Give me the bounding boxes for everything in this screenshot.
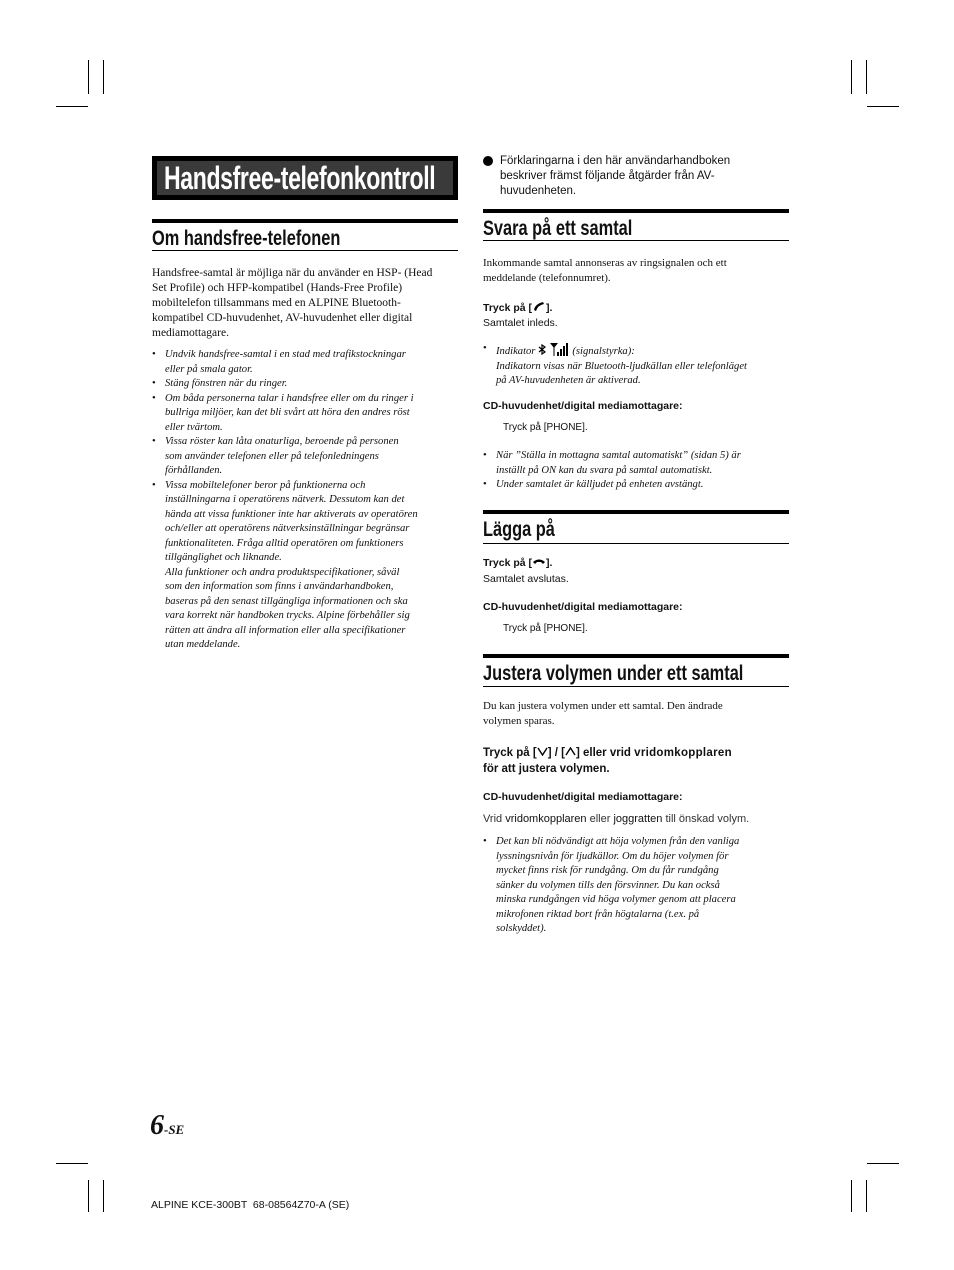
crop-mark xyxy=(867,1163,899,1164)
page-title: Handsfree-telefonkontroll xyxy=(164,160,436,196)
section-heading-answer xyxy=(483,209,789,241)
hangup-result: Samtalet avslutas. xyxy=(483,573,569,585)
crop-mark xyxy=(851,1180,852,1212)
list-item: • Stäng fönstren när du ringer. xyxy=(152,377,464,392)
phone-on-hook-icon xyxy=(532,557,546,567)
section-title: Lägga på xyxy=(483,518,555,541)
page-number: 6-SE xyxy=(150,1110,185,1141)
crop-mark xyxy=(56,1163,88,1164)
chevron-up-icon xyxy=(565,747,576,756)
chevron-down-icon xyxy=(537,747,548,756)
list-item: • Vissa röster kan låta onaturliga, beroende på personen som använder telefonen eller på telefonledningens förhållanden. xyxy=(152,435,464,479)
text-line: mobiltelefon tillsammans med en ALPINE Bluetooth- xyxy=(152,297,401,309)
crop-mark xyxy=(88,60,89,94)
section-heading-hangup xyxy=(483,510,789,544)
volume-instruction: Tryck på [ ] / [ ] eller vrid vridomkopplaren för att justera volymen. xyxy=(483,747,732,775)
section-heading-about xyxy=(152,219,458,251)
intro-paragraph xyxy=(152,266,462,341)
av-note xyxy=(483,154,793,199)
crop-mark xyxy=(56,106,88,107)
crop-mark xyxy=(88,1180,89,1212)
list-item: • Undvik handsfree-samtal i en stad med trafikstockningar eller på smala gator. xyxy=(152,348,464,377)
section-title: Svara på ett samtal xyxy=(483,217,633,240)
answer-instruction: Tryck på [ ]. xyxy=(483,302,553,314)
text-line: Förklaringarna i den här användarhandboken xyxy=(500,155,731,167)
phone-key: [PHONE] xyxy=(543,623,585,634)
cd-instruction: Tryck på [PHONE]. xyxy=(503,422,588,433)
cd-label: CD-huvudenhet/digital mediamottagare: xyxy=(483,601,683,613)
list-item: • Under samtalet är källjudet på enheten avstängt. xyxy=(483,478,795,493)
crop-mark xyxy=(103,1180,104,1212)
text-line: huvudenheten. xyxy=(500,185,577,197)
phone-off-hook-icon xyxy=(532,301,546,312)
document-id: ALPINE KCE-300BT 68-08564Z70-A (SE) xyxy=(151,1199,350,1211)
cd-label: CD-huvudenhet/digital mediamottagare: xyxy=(483,791,683,803)
crop-mark xyxy=(866,1180,867,1212)
volume-intro: Du kan justera volymen under ett samtal. Den ändrade volymen sparas. xyxy=(483,700,723,727)
list-item: • Om båda personerna talar i handsfree eller om du ringer i bullriga miljöer, kan det bli svårt att höra den andres röst eller tvärtom. xyxy=(152,392,464,436)
crop-mark xyxy=(866,60,867,94)
text-line: Set Profile) och HFP-kompatibel (Hands-Free Profile) xyxy=(152,282,403,294)
answer-notes xyxy=(483,449,795,493)
text-line: kompatibel CD-huvudenhet, AV-huvudenhet eller digital xyxy=(152,312,413,324)
crop-mark xyxy=(867,106,899,107)
text-line: beskriver främst följande åtgärder från AV- xyxy=(500,170,715,182)
hangup-instruction: Tryck på [ ]. xyxy=(483,557,553,569)
text-line: mediamottagare. xyxy=(152,327,229,339)
section-title: Om handsfree-telefonen xyxy=(152,227,341,250)
answer-intro: Inkommande samtal annonseras av ringsignalen och ett meddelande (telefonnumret). xyxy=(483,257,727,284)
signal-strength-icon xyxy=(550,342,570,356)
volume-note: • Det kan bli nödvändigt att höja volymen från den vanliga lyssningsnivån för ljudkällor. Om du höjer volymen för mycket finns risk för rundgång. Om du får rundgång sänker du volymen tills den försvinner. Du kan också minska rundgången vid höga volymer genom att placera mikrofonen riktad bort från högtalarna (t.ex. på solskyddet). xyxy=(483,836,740,934)
text-line: Handsfree-samtal är möjliga när du använder en HSP- (Head xyxy=(152,267,433,279)
phone-key: [PHONE] xyxy=(543,422,585,433)
indicator-note: • Indikator (signalstyrka): Indikatorn visas när Bluetooth-ljudkällan eller telefonläget på AV-huvudenheten är aktiverad. xyxy=(483,343,747,386)
crop-mark xyxy=(851,60,852,94)
list-item: • När ”Ställa in mottagna samtal automatiskt” (sidan 5) är inställt på ON kan du svara på samtal automatiskt. xyxy=(483,449,795,478)
bluetooth-icon xyxy=(538,344,547,355)
caution-list xyxy=(152,348,464,653)
cd-label: CD-huvudenhet/digital mediamottagare: xyxy=(483,400,683,412)
crop-mark xyxy=(103,60,104,94)
answer-result: Samtalet inleds. xyxy=(483,317,558,329)
section-heading-volume xyxy=(483,654,789,687)
bullet-dot-icon xyxy=(483,156,493,166)
list-item: • Vissa mobiltelefoner beror på funktionerna och inställningarna i operatörens nätverk. Dessutom kan det hända att vissa funktioner inte har aktiverats av operatören och/eller att operatörens nätverksinställningar begränsar funktionaliteten. Fråga alltid operatören om funktioners tillgänglighet och liknande. Alla funktioner och andra produktspecifikationer, såväl som den information som finns i användarhandboken, baseras på den senast tillgängliga informationen och ska vara korrekt när handboken trycks. Alpine förbehåller sig rätten att ändra all information eller alla specifikationer utan meddelande. xyxy=(152,479,464,653)
cd-volume-instruction: Vrid vridomkopplaren eller joggratten till önskad volym. xyxy=(483,813,750,825)
cd-instruction: Tryck på [PHONE]. xyxy=(503,623,588,634)
section-title: Justera volymen under ett samtal xyxy=(483,662,744,685)
